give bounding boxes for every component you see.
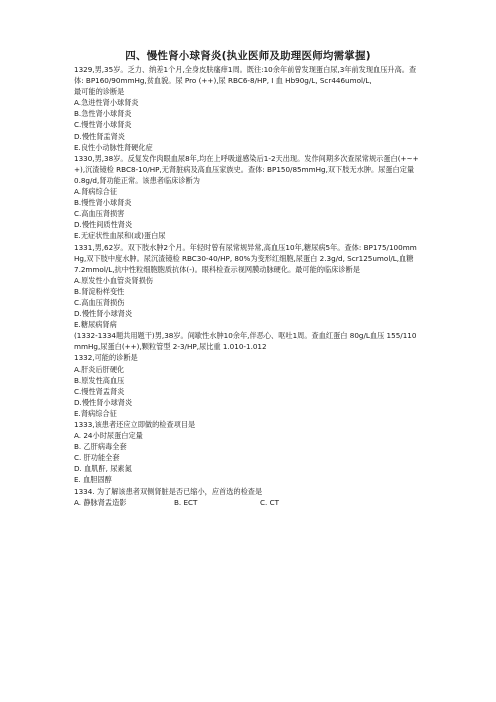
question-1331-option-a: A.原发性小血管炎肾损伤 — [74, 275, 153, 285]
question-1329-stem: 1329,男,35岁。乏力、纳差1个月,全身皮肤瘙痒1周。既往:10余年前曾发现蛋白尿,3年前发现血压升高。查体: BP160/90mmHg,贫血貌。尿 Pro (++),尿 RBC6-8/HP, I 血 Hb90g/L, Scr446umol/L, — [74, 65, 417, 86]
question-1332-option-a: A.肝炎后肝硬化 — [74, 364, 125, 374]
question-1332-shared-stem: (1332-1334题共用题干)男,38岁。间歇性水肿10余年,伴恶心、呕吐1周。查血红蛋白 80g/L血压 155/110mmHg,尿蛋白(++),颗粒管型 2-3/HP,尿比重 1.010-1.012 — [74, 331, 417, 352]
page-title: 四、慢性肾小球肾炎(执业医师及助理医师均需掌握) — [125, 50, 371, 62]
question-1329-option-b: B.急性肾小球肾炎 — [74, 109, 132, 119]
question-1331-option-b: B.肾淀粉样变性 — [74, 286, 125, 296]
question-1334-options-row — [74, 497, 422, 508]
question-1329-option-e: E.良性小动脉性肾硬化症 — [74, 142, 153, 152]
question-1334-option-c: C. CT — [260, 497, 279, 507]
question-1330-option-a: A.肾病综合征 — [74, 187, 118, 197]
question-1330-option-b: B.慢性肾小球肾炎 — [74, 198, 132, 208]
question-1330-option-d: D.慢性间质性肾炎 — [74, 220, 133, 230]
question-1330-option-e: E.无症状性血尿和(或)蛋白尿 — [74, 231, 166, 241]
question-1334-option-a: A. 静脉肾盂造影 — [74, 497, 127, 507]
question-1333-option-c: C. 肝功能全套 — [74, 453, 120, 463]
document-body — [74, 64, 422, 508]
question-1329-option-a: A.急进性肾小球肾炎 — [74, 98, 139, 108]
question-1331-option-d: D.慢性肾小球肾炎 — [74, 309, 133, 319]
question-1334-stem: 1334. 为了解该患者双侧肾脏是否已缩小，应首选的检查是 — [74, 486, 263, 496]
question-1333-stem: 1333,该患者还应立即做的检查项目是 — [74, 420, 196, 429]
question-1332-option-d: D.慢性肾小球肾炎 — [74, 397, 133, 407]
question-1332-option-e: E.肾病综合征 — [74, 408, 117, 418]
question-1331-stem: 1331,男,62岁。双下肢水肿2个月。年轻时曾有尿常规异常,高血压10年,糖尿病5年。查体: BP175/100mmHg,双下肢中度水肿。尿沉渣镜检 RBC30-40/HP, 80%为变形红细胞,尿蛋白 2.3g/d, Scr125umol/L,血糖 7.2mmol/L,抗中性粒细胞胞质抗体(-)。眼科检查示视网膜动脉硬化。最可能的临床诊断是 — [74, 242, 417, 274]
question-1334-option-b: B. ECT — [174, 497, 198, 507]
question-1333-option-d: D. 血肌酐, 尿素氮 — [74, 464, 132, 474]
question-1330-stem: 1330,男,38岁。反复发作肉眼血尿8年,均在上呼吸道感染后1-2天出现。发作间期多次查尿常规示蛋白(+~++),沉渣镜检 RBC8-10/HP,无肾脏病及高血压家族史。查体: BP150/85mmHg,双下肢无水肿。尿蛋白定量 0.8g/d,肾功能正常。该患者临床诊断为 — [74, 153, 419, 185]
question-1333-option-b: B. 乙肝病毒全套 — [74, 442, 127, 452]
question-1332-prompt: 1332,可能的诊断是 — [74, 353, 138, 363]
question-1331-option-c: C.高血压肾损伤 — [74, 297, 125, 307]
question-1331-option-e: E.糖尿病肾病 — [74, 320, 117, 330]
question-1333-option-a: A. 24小时尿蛋白定量 — [74, 431, 143, 441]
question-1329-prompt: 最可能的诊断是 — [74, 87, 125, 97]
question-1333-option-e: E. 血胆固醇 — [74, 475, 112, 485]
question-1329-option-c: C.慢性肾小球肾炎 — [74, 120, 132, 130]
question-1332-option-c: C.慢性肾盂肾炎 — [74, 386, 125, 396]
question-1329-option-d: D.慢性肾盂肾炎 — [74, 131, 125, 141]
question-1332-option-b: B.原发性高血压 — [74, 375, 125, 385]
question-1330-option-c: C.高血压肾损害 — [74, 209, 125, 219]
